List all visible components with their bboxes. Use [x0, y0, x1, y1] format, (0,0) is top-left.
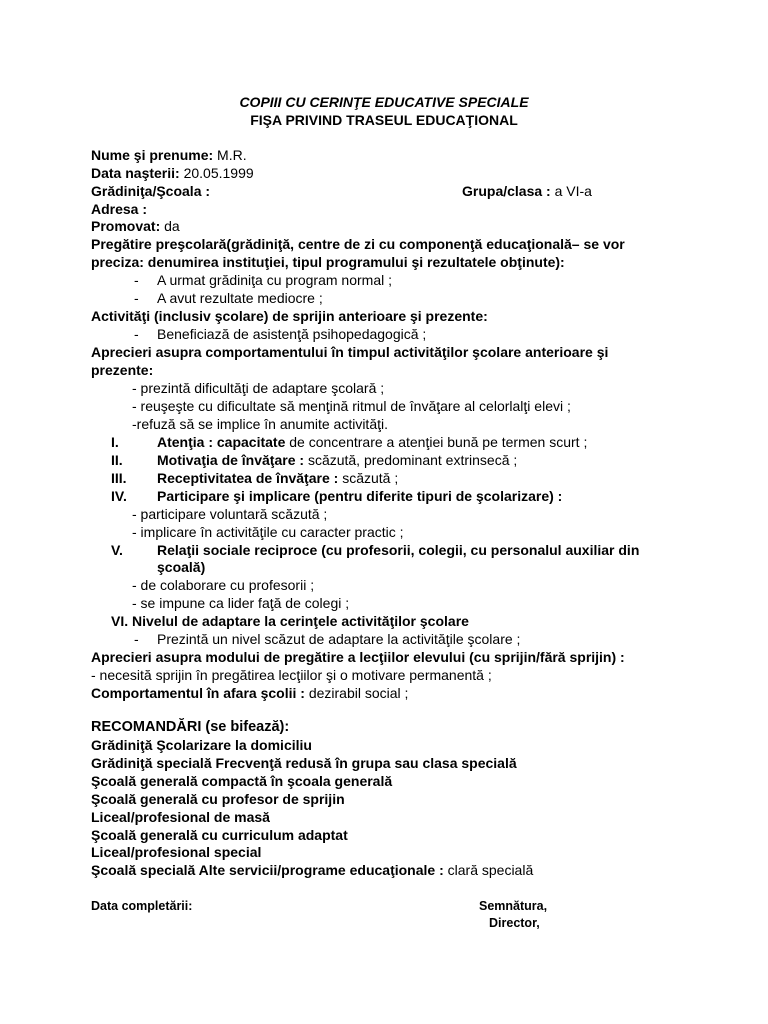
- section-v-label-2: şcoală): [157, 559, 206, 575]
- recommendation-last-label: Şcoală specială Alte servicii/programe educaţionale :: [91, 862, 444, 878]
- behavior-heading-2: prezente:: [91, 362, 154, 378]
- section-v-item: - se impune ca lider faţă de colegi ;: [132, 595, 350, 611]
- document-title: COPIII CU CERINŢE EDUCATIVE SPECIALE: [239, 94, 529, 110]
- preschool-bullet: A avut rezultate mediocre ;: [157, 290, 323, 306]
- recommendation-last: [91, 861, 533, 879]
- field-promoted: [91, 217, 180, 235]
- behavior-item: -refuză să se implice în anumite activităţi.: [132, 416, 388, 432]
- section-ii-value: scăzută, predominant extrinsecă ;: [307, 452, 518, 468]
- outside-value: dezirabil social ;: [308, 685, 409, 701]
- section-ii: [157, 451, 517, 469]
- section-v-label-1: Relaţii sociale reciproce (cu profesorii, colegii, cu personalul auxiliar din: [157, 542, 640, 558]
- section-i-label: Atenţia : capacitate: [157, 434, 286, 450]
- section-vi-bullet: Prezintă un nivel scăzut de adaptare la activităţile şcolare ;: [157, 631, 521, 647]
- group-label: Grupa/clasa :: [462, 183, 551, 199]
- section-iv-number: IV.: [111, 488, 127, 504]
- section-iii: [157, 469, 398, 487]
- preschool-bullet-dash: -: [134, 272, 139, 288]
- activities-bullet: Beneficiază de asistenţă psihopedagogică ;: [157, 326, 427, 342]
- outside-label: Comportamentul în afara şcolii :: [91, 685, 305, 701]
- section-iv-item: - participare voluntară scăzută ;: [132, 506, 328, 522]
- study-value: - necesită sprijin în pregătirea lecţiilor şi o motivare permanentă ;: [91, 667, 492, 683]
- section-ii-number: II.: [111, 452, 123, 468]
- date-label: Data completării:: [91, 899, 193, 913]
- outside-behavior: [91, 684, 408, 702]
- director-label: Director,: [489, 916, 540, 930]
- document-subtitle: FIŞA PRIVIND TRASEUL EDUCAŢIONAL: [250, 112, 518, 128]
- activities-heading: Activităţi (inclusiv şcolare) de sprijin anterioare şi prezente:: [91, 308, 488, 324]
- activities-bullet-dash: -: [134, 326, 139, 342]
- study-heading: Aprecieri asupra modului de pregătire a lecţiilor elevului (cu sprijin/fără sprijin) :: [91, 649, 625, 665]
- behavior-heading-1: Aprecieri asupra comportamentului în timpul activităţilor şcolare anterioare şi: [91, 344, 609, 360]
- section-vi-bullet-dash: -: [134, 631, 139, 647]
- section-iv-item: - implicare în activităţile cu caracter practic ;: [132, 524, 404, 540]
- section-iii-label: Receptivitatea de învăţare :: [157, 470, 339, 486]
- section-vi-label: VI. Nivelul de adaptare la cerinţele activităţilor şcolare: [111, 613, 469, 629]
- signature-label: Semnătura,: [479, 899, 548, 913]
- section-ii-label: Motivaţia de învăţare :: [157, 452, 305, 468]
- section-iii-value: scăzută ;: [342, 470, 399, 486]
- section-i-number: I.: [111, 434, 119, 450]
- name-label: Nume şi prenume:: [91, 147, 214, 163]
- recommendation-item: Şcoală generală cu profesor de sprijin: [91, 791, 345, 807]
- preschool-bullet: A urmat grădiniţa cu program normal ;: [157, 272, 392, 288]
- recommendation-item: Şcoală generală cu curriculum adaptat: [91, 827, 348, 843]
- section-v-item: - de colaborare cu profesorii ;: [132, 577, 315, 593]
- group-value: a VI-a: [554, 183, 592, 199]
- field-school: Grădiniţa/Şcoala :: [91, 183, 211, 199]
- behavior-item: - reuşeşte cu dificultate să menţină ritmul de învăţare al celorlalţi elevi ;: [132, 398, 571, 414]
- section-i: [157, 433, 587, 451]
- field-group: [462, 182, 592, 200]
- field-birth: [91, 164, 254, 182]
- preschool-heading-1: Pregătire preşcolară(grădiniţă, centre de zi cu componenţă educaţională– se vor: [91, 236, 625, 252]
- birth-value: 20.05.1999: [183, 165, 254, 181]
- recommendation-item: Grădiniţă specială Frecvenţă redusă în grupa sau clasa specială: [91, 755, 517, 771]
- section-iii-number: III.: [111, 470, 127, 486]
- promoted-value: da: [164, 218, 180, 234]
- recommendations-heading: RECOMANDĂRI (se bifează):: [91, 719, 290, 735]
- section-v-number: V.: [111, 542, 123, 558]
- promoted-label: Promovat:: [91, 218, 161, 234]
- preschool-bullet-dash: -: [134, 290, 139, 306]
- section-iv-label: Participare şi implicare (pentru diferite tipuri de şcolarizare) :: [157, 488, 563, 504]
- recommendation-item: Liceal/profesional special: [91, 844, 262, 860]
- section-i-value: de concentrare a atenţiei bună pe termen scurt ;: [289, 434, 588, 450]
- recommendation-item: Liceal/profesional de masă: [91, 809, 270, 825]
- name-value: M.R.: [217, 147, 247, 163]
- field-address: Adresa :: [91, 201, 148, 217]
- recommendation-item: Grădiniţă Şcolarizare la domiciliu: [91, 737, 312, 753]
- behavior-item: - prezintă dificultăţi de adaptare şcolară ;: [132, 380, 385, 396]
- preschool-heading-2: preciza: denumirea instituţiei, tipul programului şi rezultatele obţinute):: [91, 254, 565, 270]
- field-name: [91, 146, 247, 164]
- recommendation-item: Şcoală generală compactă în şcoala generală: [91, 773, 393, 789]
- recommendation-last-value: clară specială: [447, 862, 534, 878]
- birth-label: Data naşterii:: [91, 165, 180, 181]
